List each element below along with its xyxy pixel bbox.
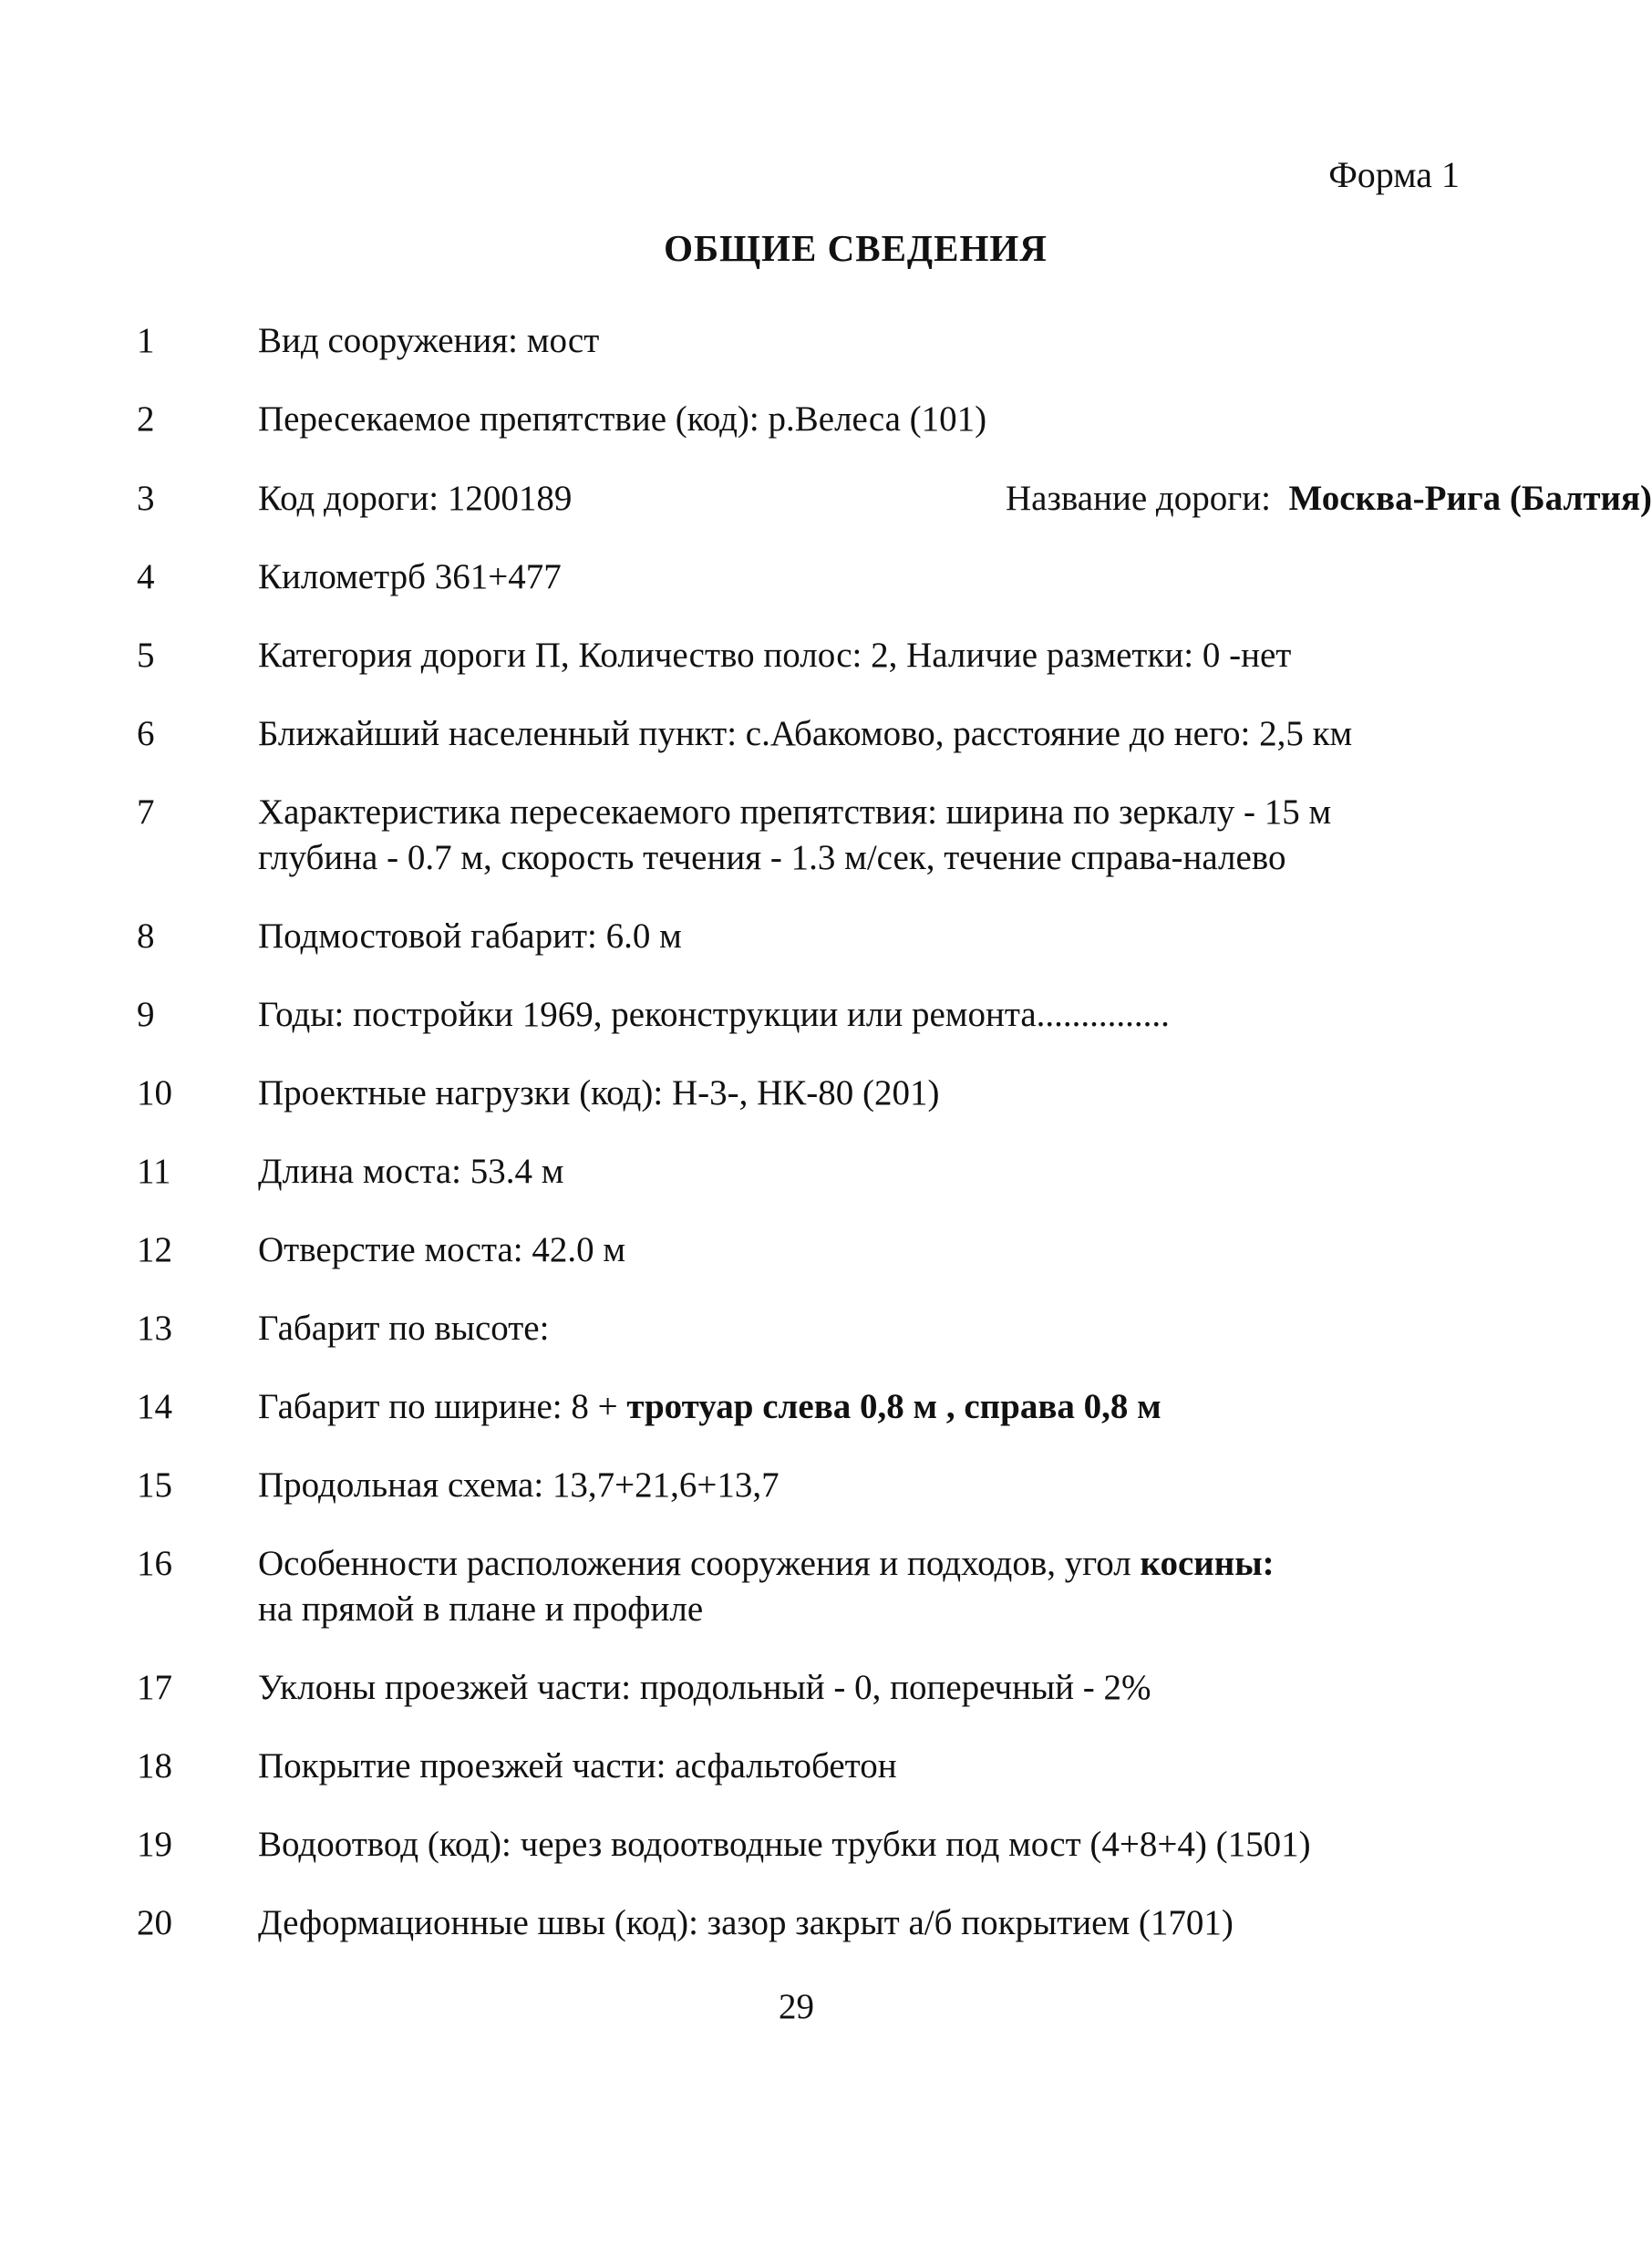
item-text: Пересекаемое препятствие (код): р.Велеса (101) — [258, 399, 987, 439]
item-text: Подмостовой габарит: 6.0 м — [258, 916, 682, 956]
item-text: Категория дороги П, Количество полос: 2, Наличие разметки: 0 -нет — [258, 636, 1292, 675]
item-text-line-1: Особенности расположения сооружения и подходов, угол — [258, 1544, 1141, 1583]
item-text: Покрытие проезжей части: асфальтобетон — [258, 1746, 897, 1786]
item-number: 18 — [137, 1746, 172, 1786]
item-number: 10 — [137, 1073, 172, 1113]
item-text: Вид сооружения: мост — [258, 321, 600, 360]
item-number: 5 — [137, 636, 155, 675]
item-number: 19 — [137, 1825, 172, 1864]
item-number: 16 — [137, 1544, 172, 1583]
item-text: Годы: постройки 1969, реконструкции или ремонта............... — [258, 995, 1170, 1034]
item-number: 6 — [137, 714, 155, 753]
item-text-bold: косины: — [1140, 1544, 1275, 1583]
item-number: 11 — [137, 1152, 171, 1191]
item-text-line-1: Характеристика пересекаемого препятствия: ширина по зеркалу - 15 м — [258, 792, 1332, 832]
item-text: Проектные нагрузки (код): Н-3-, НК-80 (201) — [258, 1073, 940, 1113]
item-text: Ближайший населенный пункт: с.Абакомово, расстояние до него: 2,5 км — [258, 714, 1353, 753]
item-number: 3 — [137, 479, 155, 518]
item-number: 9 — [137, 995, 155, 1034]
item-number: 14 — [137, 1387, 172, 1426]
item-text: Уклоны проезжей части: продольный - 0, поперечный - 2% — [258, 1668, 1151, 1707]
item-number: 7 — [137, 792, 155, 832]
item-text: Водоотвод (код): через водоотводные трубки под мост (4+8+4) (1501) — [258, 1825, 1311, 1864]
page-number: 29 — [779, 1987, 814, 2026]
item-number: 13 — [137, 1309, 172, 1348]
road-name-value: Москва-Рига (Балтия) — [1288, 479, 1652, 518]
item-text: Деформационные швы (код): зазор закрыт а/б покрытием (1701) — [258, 1903, 1234, 1942]
item-text: Длина моста: 53.4 м — [258, 1152, 564, 1191]
road-code-value: 1200189 — [447, 479, 573, 518]
road-code-label: Код дороги: — [258, 479, 439, 518]
item-text: Габарит по ширине: 8 + — [258, 1387, 627, 1426]
item-text: Габарит по высоте: — [258, 1309, 550, 1348]
item-number: 1 — [137, 321, 155, 360]
form-label: Форма 1 — [1328, 154, 1460, 195]
item-number: 2 — [137, 399, 155, 439]
item-number: 8 — [137, 916, 155, 956]
item-number: 15 — [137, 1465, 172, 1505]
item-number: 4 — [137, 557, 155, 596]
item-number: 20 — [137, 1903, 172, 1942]
road-name-label: Название дороги: — [1006, 479, 1271, 518]
item-text-line-2: на прямой в плане и профиле — [258, 1589, 704, 1629]
item-text: Отверстие моста: 42.0 м — [258, 1230, 626, 1269]
item-number: 17 — [137, 1668, 172, 1707]
item-text: Продольная схема: 13,7+21,6+13,7 — [258, 1465, 780, 1505]
item-text-bold: тротуар слева 0,8 м , справа 0,8 м — [626, 1387, 1162, 1426]
page-title: ОБЩИЕ СВЕДЕНИЯ — [664, 227, 1048, 269]
item-number: 12 — [137, 1230, 172, 1269]
item-text-line-2: глубина - 0.7 м, скорость течения - 1.3 м/сек, течение справа-налево — [258, 838, 1286, 877]
item-text: Километрб 361+477 — [258, 557, 562, 596]
